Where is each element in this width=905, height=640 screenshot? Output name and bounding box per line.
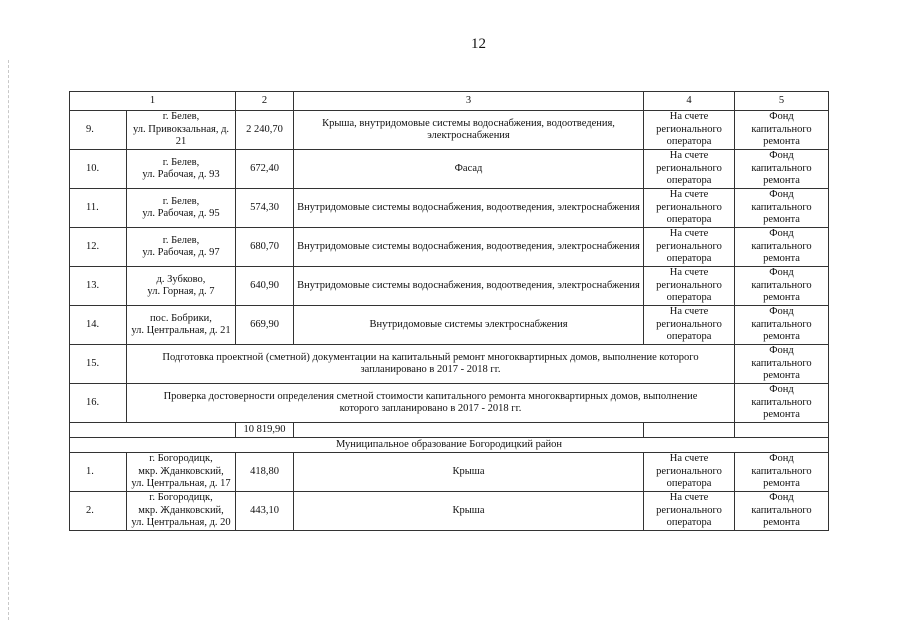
table-row — [70, 384, 829, 423]
work-description-cell: Проверка достоверности определения сметной стоимости капитального ремонта многоквартирных домов, выполнение которого запланировано в 2017 - 2018 гг. — [127, 384, 735, 423]
address-cell: пос. Бобрики, ул. Центральная, д. 21 — [127, 306, 236, 345]
area-cell: 418,80 — [236, 453, 294, 492]
table-row — [70, 306, 829, 345]
operator-cell: На счете регионального оператора — [644, 306, 735, 345]
address-cell: г. Белев, ул. Рабочая, д. 95 — [127, 189, 236, 228]
address-cell: г. Белев, ул. Рабочая, д. 97 — [127, 228, 236, 267]
operator-cell: На счете регионального оператора — [644, 453, 735, 492]
area-cell: 443,10 — [236, 492, 294, 531]
table-row — [70, 345, 829, 384]
work-type-cell: Фасад — [294, 150, 644, 189]
header-col-5: 5 — [735, 92, 829, 111]
operator-cell: На счете регионального оператора — [644, 267, 735, 306]
row-number: 13. — [70, 267, 127, 306]
address-cell: д. Зубково, ул. Горная, д. 7 — [127, 267, 236, 306]
header-col-4: 4 — [644, 92, 735, 111]
section-title: Муниципальное образование Богородицкий район — [70, 438, 829, 453]
area-cell: 574,30 — [236, 189, 294, 228]
fund-cell: Фонд капитального ремонта — [735, 453, 829, 492]
table-row — [70, 228, 829, 267]
area-cell: 2 240,70 — [236, 111, 294, 150]
operator-cell: На счете регионального оператора — [644, 150, 735, 189]
row-number: 11. — [70, 189, 127, 228]
row-number: 15. — [70, 345, 127, 384]
page-number: 12 — [471, 36, 486, 52]
area-cell: 669,90 — [236, 306, 294, 345]
address-cell: г. Белев, ул. Рабочая, д. 93 — [127, 150, 236, 189]
section-row — [70, 438, 829, 453]
work-type-cell: Внутридомовые системы водоснабжения, водоотведения, электроснабжения — [294, 189, 644, 228]
work-type-cell: Внутридомовые системы водоснабжения, водоотведения, электроснабжения — [294, 228, 644, 267]
total-empty-4 — [644, 423, 735, 438]
row-number: 16. — [70, 384, 127, 423]
fund-cell: Фонд капитального ремонта — [735, 345, 829, 384]
total-empty-3 — [294, 423, 644, 438]
header-col-2: 2 — [236, 92, 294, 111]
table-row — [70, 492, 829, 531]
header-col-1: 1 — [70, 92, 236, 111]
total-area: 10 819,90 — [236, 423, 294, 438]
block-bogoroditsk — [70, 453, 829, 531]
work-description-cell: Подготовка проектной (сметной) документации на капитальный ремонт многоквартирных домов, выполнение которого запланировано в 2017 - 2018 гг. — [127, 345, 735, 384]
row-number: 9. — [70, 111, 127, 150]
area-cell: 672,40 — [236, 150, 294, 189]
table-row — [70, 267, 829, 306]
header-col-3: 3 — [294, 92, 644, 111]
work-type-cell: Крыша — [294, 492, 644, 531]
total-empty-5 — [735, 423, 829, 438]
table-row — [70, 453, 829, 492]
fund-cell: Фонд капитального ремонта — [735, 228, 829, 267]
fund-cell: Фонд капитального ремонта — [735, 492, 829, 531]
address-cell: г. Белев, ул. Привокзальная, д. 21 — [127, 111, 236, 150]
work-type-cell: Внутридомовые системы электроснабжения — [294, 306, 644, 345]
fund-cell: Фонд капитального ремонта — [735, 306, 829, 345]
address-cell: г. Богородицк, мкр. Жданковский, ул. Центральная, д. 20 — [127, 492, 236, 531]
fund-cell: Фонд капитального ремонта — [735, 384, 829, 423]
table-header-row — [70, 92, 829, 111]
area-cell: 680,70 — [236, 228, 294, 267]
fund-cell: Фонд капитального ремонта — [735, 150, 829, 189]
operator-cell: На счете регионального оператора — [644, 492, 735, 531]
block-belev — [70, 111, 829, 345]
fund-cell: Фонд капитального ремонта — [735, 267, 829, 306]
page-margin-line — [8, 60, 9, 620]
repair-schedule-table — [69, 91, 829, 531]
work-type-cell: Внутридомовые системы водоснабжения, водоотведения, электроснабжения — [294, 267, 644, 306]
row-number: 12. — [70, 228, 127, 267]
fund-cell: Фонд капитального ремонта — [735, 189, 829, 228]
operator-cell: На счете регионального оператора — [644, 228, 735, 267]
table-row — [70, 150, 829, 189]
work-type-cell: Крыша, внутридомовые системы водоснабжения, водоотведения, электроснабжения — [294, 111, 644, 150]
operator-cell: На счете регионального оператора — [644, 111, 735, 150]
row-number: 1. — [70, 453, 127, 492]
table-row — [70, 111, 829, 150]
operator-cell: На счете регионального оператора — [644, 189, 735, 228]
row-number: 14. — [70, 306, 127, 345]
work-type-cell: Крыша — [294, 453, 644, 492]
address-cell: г. Богородицк, мкр. Жданковский, ул. Центральная, д. 17 — [127, 453, 236, 492]
block-wide-rows — [70, 345, 829, 423]
area-cell: 640,90 — [236, 267, 294, 306]
fund-cell: Фонд капитального ремонта — [735, 111, 829, 150]
row-number: 2. — [70, 492, 127, 531]
total-label-cell — [70, 423, 236, 438]
row-number: 10. — [70, 150, 127, 189]
table-row — [70, 189, 829, 228]
total-row — [70, 423, 829, 438]
